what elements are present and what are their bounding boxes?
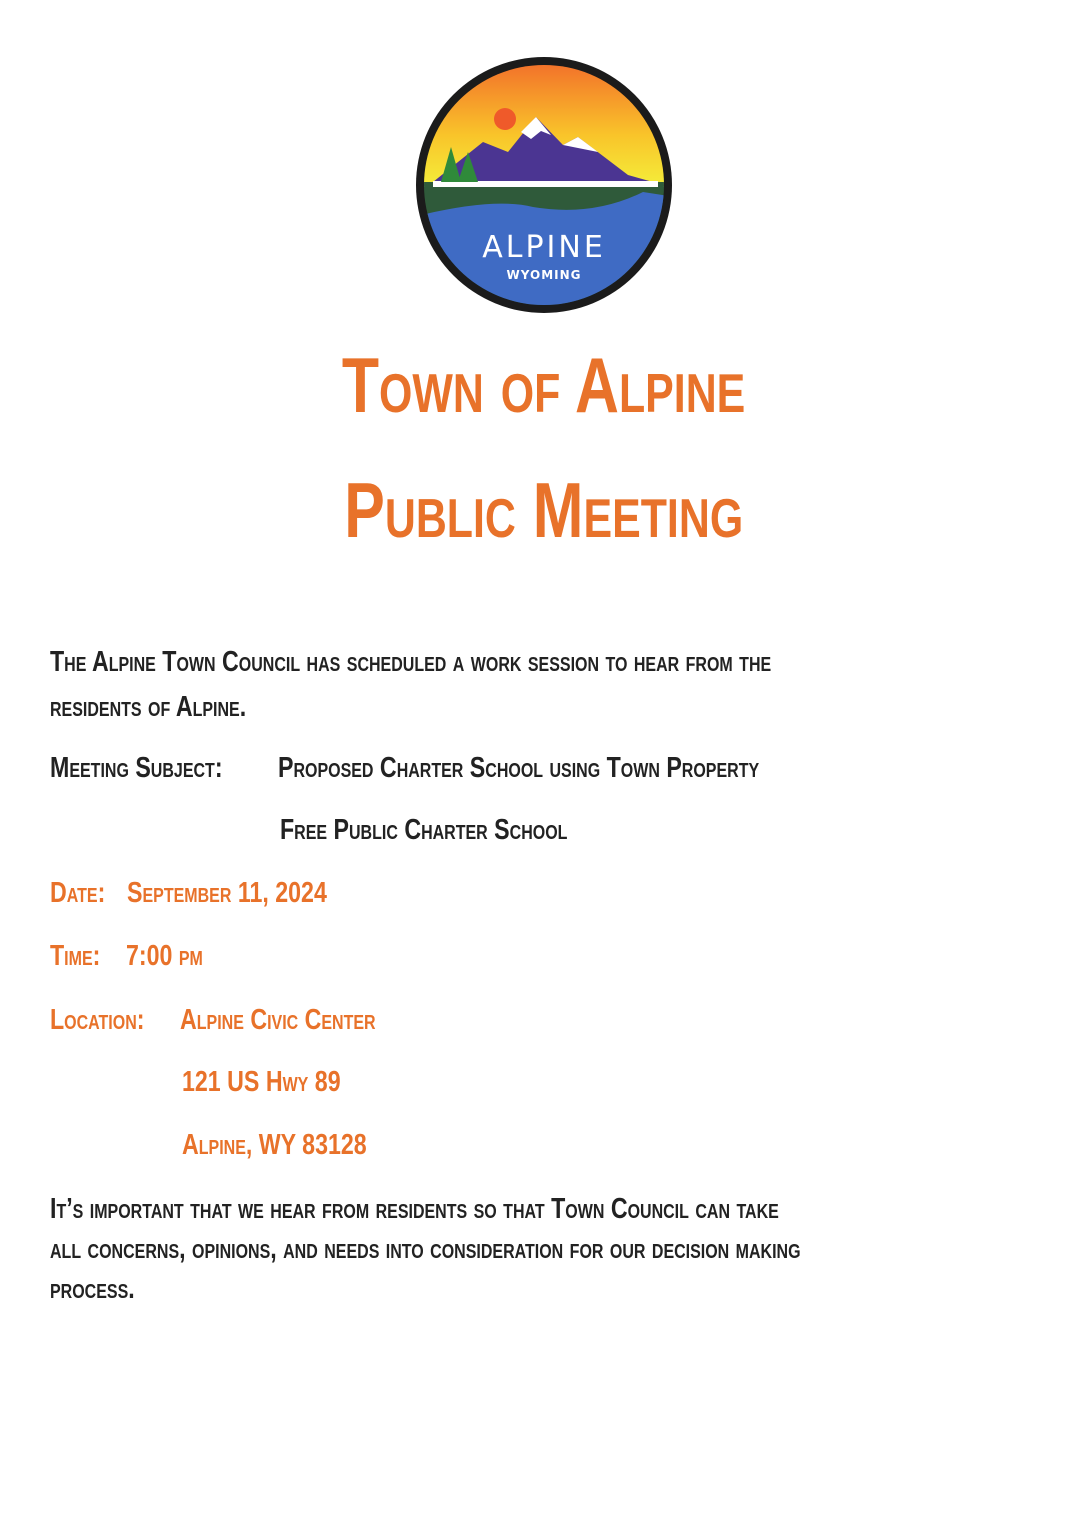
- location-line-2: 121 US Hwy 89: [182, 1066, 341, 1098]
- time-value: 7:00 pm: [126, 940, 203, 972]
- svg-text:WYOMING: WYOMING: [506, 268, 582, 282]
- title-line-1: Town of Alpine: [341, 341, 746, 429]
- location-line-1: Alpine Civic Center: [180, 1004, 376, 1036]
- location-line-3: Alpine, WY 83128: [182, 1129, 367, 1161]
- intro-line-1: The Alpine Town Council has scheduled a work session to hear from the: [50, 646, 772, 678]
- time-label: Time:: [50, 940, 101, 972]
- location-label: Location:: [50, 1004, 145, 1036]
- alpine-wyoming-logo: [413, 57, 675, 313]
- closing-line-1: It’s important that we hear from residents so that Town Council can take: [50, 1193, 779, 1225]
- title-line-2: Public Meeting: [344, 466, 743, 554]
- subject-value: Proposed Charter School using Town Property: [278, 752, 760, 784]
- closing-line-3: process.: [50, 1273, 135, 1305]
- date-label: Date:: [50, 877, 106, 909]
- subject-label: Meeting Subject:: [50, 752, 223, 784]
- closing-line-2: all concerns, opinions, and needs into consideration for our decision making: [50, 1233, 801, 1265]
- intro-line-2: residents of Alpine.: [50, 691, 247, 723]
- svg-text:ALPINE: ALPINE: [482, 230, 606, 265]
- date-value: September 11, 2024: [127, 877, 327, 909]
- subject-value-2: Free Public Charter School: [280, 814, 568, 846]
